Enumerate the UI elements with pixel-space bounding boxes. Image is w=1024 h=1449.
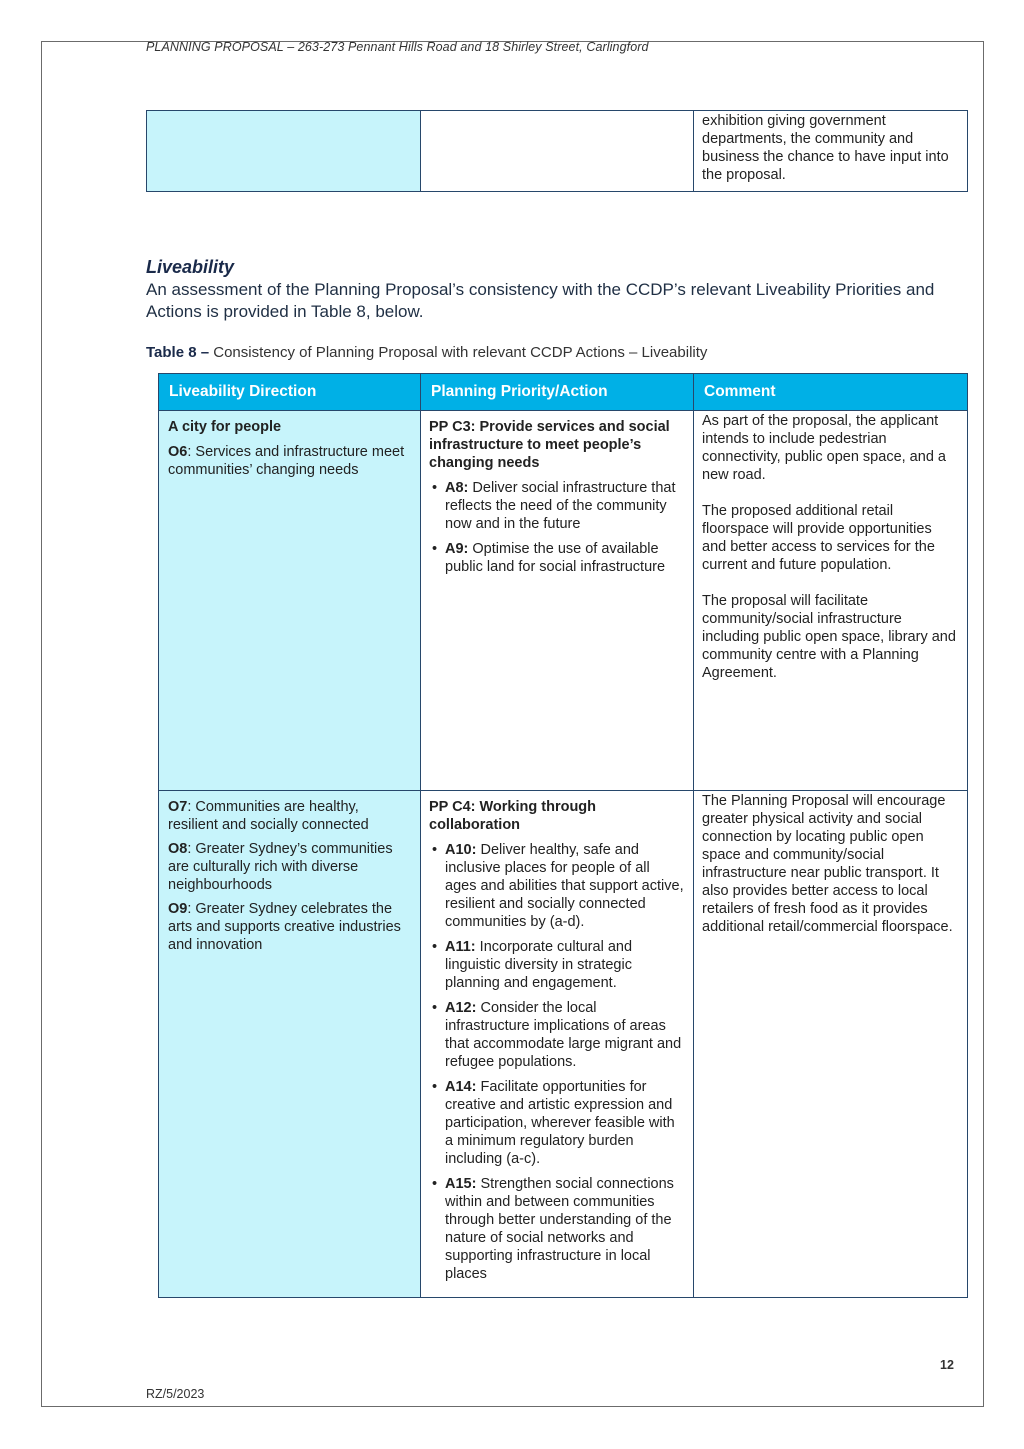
previous-table-continuation	[146, 110, 968, 192]
objective: O7: Communities are healthy, resilient and socially connected	[168, 799, 369, 833]
action-list	[429, 841, 685, 1283]
page-number: 12	[940, 1358, 954, 1372]
column-header-direction: Liveability Direction	[159, 374, 421, 411]
comment-cell	[694, 791, 968, 1298]
comment-paragraph: The proposed additional retail floorspace will provide opportunities and better access to services for the current and future population.	[702, 503, 935, 573]
table-row	[159, 411, 968, 791]
objective: O9: Greater Sydney celebrates the arts and supports creative industries and innovation	[168, 901, 401, 953]
direction-cell	[159, 411, 421, 791]
table-row	[147, 111, 968, 192]
list-item: • A15: Strengthen social connections within and between communities through better understanding of the nature of social networks and supporting infrastructure in local places	[445, 1175, 685, 1283]
comment-cell	[694, 411, 968, 791]
objective: O6: Services and infrastructure meet communities’ changing needs	[168, 444, 405, 478]
list-item: • A8: Deliver social infrastructure that reflects the need of the community now and in the future	[445, 479, 685, 533]
comment-paragraph: The proposal will facilitate community/social infrastructure including public open space, library and community centre with a Planning Agreement.	[702, 593, 956, 681]
action-list	[429, 479, 685, 576]
caption-text: Consistency of Planning Proposal with relevant CCDP Actions – Liveability	[209, 344, 708, 361]
comment-paragraph: As part of the proposal, the applicant intends to include pedestrian connectivity, public open space, and a new road.	[702, 413, 946, 483]
column-header-comment: Comment	[694, 374, 968, 411]
objective: O8: Greater Sydney’s communities are culturally rich with diverse neighbourhoods	[168, 841, 393, 893]
list-item: • A10: Deliver healthy, safe and inclusive places for people of all ages and abilities that support active, resilient and socially connected communities by (a-d).	[445, 841, 685, 931]
section-title: Liveability	[146, 257, 235, 277]
table-row	[159, 791, 968, 1298]
column-header-priority: Planning Priority/Action	[421, 374, 694, 411]
empty-action-cell	[421, 111, 694, 192]
document-reference: RZ/5/2023	[146, 1387, 205, 1401]
priority-cell	[421, 411, 694, 791]
table-header-row	[159, 374, 968, 411]
list-item: • A14: Facilitate opportunities for creative and artistic expression and participation, wherever feasible with a minimum regulatory burden including (a-c).	[445, 1078, 685, 1168]
comment-cell: exhibition giving government departments, the community and business the chance to have input into the proposal.	[694, 111, 968, 192]
list-item: • A11: Incorporate cultural and linguistic diversity in strategic planning and engagement.	[445, 938, 685, 992]
priority-title: PP C4: Working through collaboration	[429, 799, 597, 833]
table-8-liveability	[158, 373, 968, 1298]
list-item: • A12: Consider the local infrastructure implications of areas that accommodate large migrant and refugee populations.	[445, 999, 685, 1071]
empty-direction-cell	[147, 111, 421, 192]
running-header: PLANNING PROPOSAL – 263-273 Pennant Hills Road and 18 Shirley Street, Carlingford	[146, 40, 649, 54]
direction-cell	[159, 791, 421, 1298]
priority-cell	[421, 791, 694, 1298]
section-intro: An assessment of the Planning Proposal’s consistency with the CCDP’s relevant Liveability Priorities and Actions is provided in Table 8, below.	[146, 280, 935, 321]
list-item: • A9: Optimise the use of available public land for social infrastructure	[445, 540, 685, 576]
direction-title: A city for people	[168, 419, 282, 435]
comment-paragraph: The Planning Proposal will encourage greater physical activity and social connection by locating public open space and community/social infrastructure near public transport. It also provides better access to local retailers of fresh food as it provides additional retail/commercial floorspace.	[702, 793, 953, 935]
priority-title: PP C3: Provide services and social infrastructure to meet people’s changing needs	[429, 419, 670, 471]
caption-label: Table 8 –	[146, 344, 210, 361]
table-caption	[146, 344, 707, 361]
